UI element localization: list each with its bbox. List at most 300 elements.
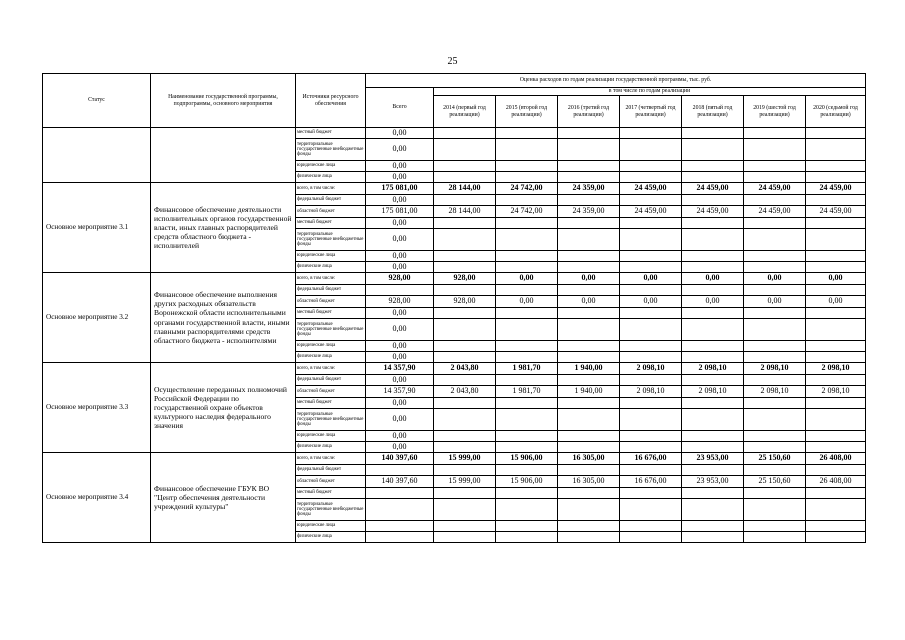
year-value [558, 161, 620, 172]
year-value: 24 459,00 [806, 206, 866, 218]
year-value [620, 521, 682, 532]
year-value [682, 319, 744, 341]
year-value [496, 262, 558, 273]
source-label: территориальные государственные внебюджетные фонды [296, 409, 366, 431]
source-label: всего, в том числе: [296, 363, 366, 375]
total-value: 175 081,00 [366, 183, 434, 195]
year-value [434, 442, 496, 453]
table-row [43, 273, 866, 285]
year-value: 24 359,00 [558, 206, 620, 218]
year-value: 24 459,00 [620, 183, 682, 195]
year-value [744, 139, 806, 161]
year-value [558, 442, 620, 453]
year-value [496, 521, 558, 532]
year-value [806, 431, 866, 442]
year-value: 16 305,00 [558, 476, 620, 488]
year-value [558, 465, 620, 476]
year-value: 0,00 [558, 273, 620, 285]
year-value [496, 465, 558, 476]
year-value: 1 981,70 [496, 363, 558, 375]
year-value [744, 161, 806, 172]
source-label: юридические лица [296, 521, 366, 532]
year-value: 16 305,00 [558, 453, 620, 465]
year-value: 23 953,00 [682, 453, 744, 465]
year-value: 26 408,00 [806, 476, 866, 488]
header-year: 2019 (шестой год реализации) [744, 96, 806, 128]
year-value: 15 999,00 [434, 453, 496, 465]
year-value [620, 172, 682, 183]
year-value [744, 195, 806, 206]
year-value [744, 521, 806, 532]
total-value: 0,00 [366, 352, 434, 363]
year-value [434, 465, 496, 476]
year-value [806, 308, 866, 319]
year-value: 24 459,00 [682, 206, 744, 218]
year-value [496, 499, 558, 521]
status-cell [43, 128, 151, 183]
year-value [558, 139, 620, 161]
year-value: 0,00 [682, 273, 744, 285]
year-value [682, 161, 744, 172]
source-label: областной бюджет [296, 386, 366, 398]
year-value [744, 229, 806, 251]
year-value: 0,00 [744, 296, 806, 308]
measure-name-cell: Финансовое обеспечение ГБУК ВО "Центр обеспечения деятельности учреждений культуры" [151, 453, 296, 543]
year-value [434, 139, 496, 161]
source-label: юридические лица [296, 161, 366, 172]
year-value: 2 098,10 [682, 386, 744, 398]
year-value [496, 409, 558, 431]
year-value [558, 218, 620, 229]
year-value: 15 906,00 [496, 476, 558, 488]
total-value: 175 081,00 [366, 206, 434, 218]
total-value: 0,00 [366, 139, 434, 161]
year-value [496, 488, 558, 499]
total-value: 0,00 [366, 431, 434, 442]
year-value [682, 499, 744, 521]
source-label: территориальные государственные внебюджетные фонды [296, 319, 366, 341]
year-value: 2 043,80 [434, 386, 496, 398]
year-value [496, 285, 558, 296]
header-total: Всего [366, 88, 434, 128]
source-label: юридические лица [296, 431, 366, 442]
total-value [366, 532, 434, 543]
year-value [434, 308, 496, 319]
year-value [682, 409, 744, 431]
year-value: 0,00 [620, 296, 682, 308]
year-value [682, 128, 744, 139]
year-value: 2 098,10 [744, 363, 806, 375]
total-value: 928,00 [366, 296, 434, 308]
year-value [806, 285, 866, 296]
year-value [682, 431, 744, 442]
year-value [558, 308, 620, 319]
year-value [682, 139, 744, 161]
year-value [620, 431, 682, 442]
total-value: 0,00 [366, 308, 434, 319]
year-value [806, 251, 866, 262]
year-value [806, 262, 866, 273]
year-value [620, 319, 682, 341]
year-value: 0,00 [744, 273, 806, 285]
year-value: 1 940,00 [558, 386, 620, 398]
year-value [558, 319, 620, 341]
year-value [434, 262, 496, 273]
header-name: Наименование государственной программы, подпрограммы, основного мероприятия [151, 74, 296, 128]
year-value: 0,00 [806, 296, 866, 308]
year-value [806, 319, 866, 341]
year-value: 26 408,00 [806, 453, 866, 465]
total-value [366, 465, 434, 476]
year-value: 25 150,60 [744, 453, 806, 465]
source-label: местный бюджет [296, 488, 366, 499]
header-year: 2018 (пятый год реализации) [682, 96, 744, 128]
budget-table [42, 73, 866, 543]
year-value: 2 098,10 [806, 363, 866, 375]
year-value: 24 742,00 [496, 183, 558, 195]
year-value [496, 352, 558, 363]
source-label: юридические лица [296, 251, 366, 262]
total-value: 0,00 [366, 262, 434, 273]
total-value: 928,00 [366, 273, 434, 285]
year-value [558, 431, 620, 442]
year-value [496, 431, 558, 442]
source-label: областной бюджет [296, 206, 366, 218]
year-value [620, 229, 682, 251]
header-year: 2015 (второй год реализации) [496, 96, 558, 128]
year-value [806, 195, 866, 206]
total-value: 0,00 [366, 442, 434, 453]
year-value [744, 128, 806, 139]
year-value [434, 499, 496, 521]
year-value [558, 172, 620, 183]
header-by-year: в том числе по годам реализации [434, 88, 866, 96]
year-value [682, 532, 744, 543]
year-value [496, 229, 558, 251]
header-status: Статус [43, 74, 151, 128]
year-value: 1 981,70 [496, 386, 558, 398]
year-value: 928,00 [434, 273, 496, 285]
year-value: 0,00 [496, 296, 558, 308]
year-value [806, 128, 866, 139]
year-value [434, 375, 496, 386]
year-value: 24 459,00 [806, 183, 866, 195]
year-value [620, 218, 682, 229]
total-value: 0,00 [366, 341, 434, 352]
year-value [620, 128, 682, 139]
year-value: 24 459,00 [744, 183, 806, 195]
year-value: 25 150,60 [744, 476, 806, 488]
year-value [434, 285, 496, 296]
year-value [496, 308, 558, 319]
status-cell: Основное мероприятие 3.4 [43, 453, 151, 543]
total-value: 0,00 [366, 218, 434, 229]
total-value: 0,00 [366, 409, 434, 431]
year-value [744, 488, 806, 499]
year-value [558, 229, 620, 251]
year-value [558, 409, 620, 431]
page-number: 25 [447, 56, 458, 67]
year-value [682, 488, 744, 499]
year-value [558, 521, 620, 532]
year-value: 28 144,00 [434, 206, 496, 218]
year-value [434, 218, 496, 229]
year-value [558, 195, 620, 206]
header-year: 2017 (четвертый год реализации) [620, 96, 682, 128]
total-value: 0,00 [366, 172, 434, 183]
year-value: 23 953,00 [682, 476, 744, 488]
source-label: федеральный бюджет [296, 285, 366, 296]
source-label: областной бюджет [296, 296, 366, 308]
year-value [620, 285, 682, 296]
year-value [744, 442, 806, 453]
year-value [744, 431, 806, 442]
year-value [496, 161, 558, 172]
year-value [744, 285, 806, 296]
year-value [620, 499, 682, 521]
header-year: 2020 (седьмой год реализации) [806, 96, 866, 128]
year-value [682, 285, 744, 296]
year-value [744, 532, 806, 543]
year-value [806, 352, 866, 363]
total-value: 140 397,60 [366, 453, 434, 465]
source-label: местный бюджет [296, 128, 366, 139]
year-value: 2 098,10 [620, 386, 682, 398]
year-value [620, 488, 682, 499]
year-value: 1 940,00 [558, 363, 620, 375]
year-value [496, 375, 558, 386]
year-value [620, 352, 682, 363]
total-value: 14 357,90 [366, 363, 434, 375]
year-value [806, 521, 866, 532]
year-value [620, 532, 682, 543]
year-value [434, 195, 496, 206]
source-label: территориальные государственные внебюджетные фонды [296, 139, 366, 161]
year-value [682, 229, 744, 251]
year-value [682, 262, 744, 273]
year-value [806, 532, 866, 543]
year-value: 28 144,00 [434, 183, 496, 195]
year-value [744, 251, 806, 262]
header-year: 2016 (третий год реализации) [558, 96, 620, 128]
year-value [806, 139, 866, 161]
year-value: 16 676,00 [620, 453, 682, 465]
source-label: физические лица [296, 352, 366, 363]
year-value [496, 139, 558, 161]
year-value: 16 676,00 [620, 476, 682, 488]
year-value [620, 465, 682, 476]
year-value [620, 442, 682, 453]
source-label: местный бюджет [296, 218, 366, 229]
year-value [806, 229, 866, 251]
source-label: всего, в том числе: [296, 183, 366, 195]
year-value: 2 098,10 [620, 363, 682, 375]
year-value [558, 262, 620, 273]
year-value [744, 375, 806, 386]
year-value [744, 262, 806, 273]
year-value [558, 375, 620, 386]
year-value [620, 262, 682, 273]
total-value [366, 521, 434, 532]
year-value [620, 409, 682, 431]
year-value [744, 308, 806, 319]
year-value [806, 161, 866, 172]
source-label: федеральный бюджет [296, 375, 366, 386]
year-value [434, 251, 496, 262]
year-value [434, 341, 496, 352]
table-row [43, 74, 866, 88]
measure-name-cell [151, 128, 296, 183]
year-value [744, 465, 806, 476]
source-label: физические лица [296, 532, 366, 543]
year-value [558, 285, 620, 296]
year-value [558, 499, 620, 521]
total-value: 0,00 [366, 229, 434, 251]
year-value [682, 218, 744, 229]
source-label: местный бюджет [296, 398, 366, 409]
source-label: территориальные государственные внебюджетные фонды [296, 229, 366, 251]
table-row [43, 453, 866, 465]
source-label: местный бюджет [296, 308, 366, 319]
source-label: федеральный бюджет [296, 465, 366, 476]
source-label: физические лица [296, 172, 366, 183]
year-value [744, 341, 806, 352]
year-value [558, 251, 620, 262]
total-value: 14 357,90 [366, 386, 434, 398]
year-value: 24 459,00 [620, 206, 682, 218]
year-value [806, 465, 866, 476]
year-value [620, 341, 682, 352]
total-value: 0,00 [366, 375, 434, 386]
total-value: 0,00 [366, 319, 434, 341]
year-value: 2 098,10 [682, 363, 744, 375]
year-value: 0,00 [682, 296, 744, 308]
year-value [682, 251, 744, 262]
header-estimate: Оценка расходов по годам реализации государственной программы, тыс. руб. [366, 74, 866, 88]
year-value [682, 442, 744, 453]
year-value [744, 218, 806, 229]
year-value: 0,00 [496, 273, 558, 285]
year-value: 15 999,00 [434, 476, 496, 488]
year-value [682, 375, 744, 386]
year-value [806, 442, 866, 453]
year-value [496, 251, 558, 262]
year-value [496, 319, 558, 341]
year-value [434, 229, 496, 251]
year-value [620, 251, 682, 262]
header-source: Источники ресурсного обеспечения [296, 74, 366, 128]
year-value [434, 488, 496, 499]
source-label: физические лица [296, 442, 366, 453]
year-value [620, 398, 682, 409]
table-row [43, 128, 866, 139]
source-label: областной бюджет [296, 476, 366, 488]
source-label: всего, в том числе: [296, 273, 366, 285]
year-value [434, 352, 496, 363]
year-value: 928,00 [434, 296, 496, 308]
year-value: 24 742,00 [496, 206, 558, 218]
status-cell: Основное мероприятие 3.3 [43, 363, 151, 453]
total-value: 0,00 [366, 251, 434, 262]
year-value [682, 352, 744, 363]
year-value [682, 521, 744, 532]
year-value: 0,00 [558, 296, 620, 308]
year-value [806, 172, 866, 183]
year-value [620, 308, 682, 319]
year-value [806, 398, 866, 409]
year-value [682, 341, 744, 352]
year-value [558, 398, 620, 409]
year-value [496, 128, 558, 139]
year-value [558, 128, 620, 139]
total-value: 0,00 [366, 128, 434, 139]
year-value [682, 308, 744, 319]
year-value [620, 375, 682, 386]
year-value [496, 398, 558, 409]
year-value [744, 398, 806, 409]
year-value [806, 409, 866, 431]
year-value [496, 218, 558, 229]
year-value [620, 195, 682, 206]
status-cell: Основное мероприятие 3.1 [43, 183, 151, 273]
year-value [806, 499, 866, 521]
year-value [682, 398, 744, 409]
year-value [744, 319, 806, 341]
year-value [434, 161, 496, 172]
year-value [744, 352, 806, 363]
source-label: физические лица [296, 262, 366, 273]
year-value [434, 521, 496, 532]
year-value: 0,00 [620, 273, 682, 285]
year-value [558, 488, 620, 499]
year-value [682, 465, 744, 476]
year-value [620, 161, 682, 172]
total-value: 140 397,60 [366, 476, 434, 488]
year-value: 15 906,00 [496, 453, 558, 465]
year-value [744, 172, 806, 183]
measure-name-cell: Осуществление переданных полномочий Российской Федерации по государственной охране объектов культурного наследия федерального значения [151, 363, 296, 453]
year-value: 24 459,00 [682, 183, 744, 195]
year-value [806, 375, 866, 386]
year-value [806, 218, 866, 229]
year-value [620, 139, 682, 161]
total-value: 0,00 [366, 195, 434, 206]
year-value [434, 431, 496, 442]
year-value [496, 442, 558, 453]
table-row [43, 363, 866, 375]
total-value: 0,00 [366, 161, 434, 172]
year-value [496, 195, 558, 206]
measure-name-cell: Финансовое обеспечение деятельности исполнительных органов государственной власти, иных главных распорядителей средств областного бюджета - исполнителей [151, 183, 296, 273]
total-value [366, 488, 434, 499]
year-value [558, 532, 620, 543]
header-year: 2014 (первый год реализации) [434, 96, 496, 128]
year-value [682, 172, 744, 183]
year-value: 2 098,10 [744, 386, 806, 398]
measure-name-cell: Финансовое обеспечение выполнения других расходных обязательств Воронежской области исполнительными органами государственной власти, иными главными распорядителями средств областного бюджета - исполнителями [151, 273, 296, 363]
year-value [434, 128, 496, 139]
year-value [496, 172, 558, 183]
source-label: федеральный бюджет [296, 195, 366, 206]
status-cell: Основное мероприятие 3.2 [43, 273, 151, 363]
year-value [744, 409, 806, 431]
year-value [682, 195, 744, 206]
year-value [434, 532, 496, 543]
year-value [496, 532, 558, 543]
year-value: 2 098,10 [806, 386, 866, 398]
year-value [434, 319, 496, 341]
source-label: территориальные государственные внебюджетные фонды [296, 499, 366, 521]
